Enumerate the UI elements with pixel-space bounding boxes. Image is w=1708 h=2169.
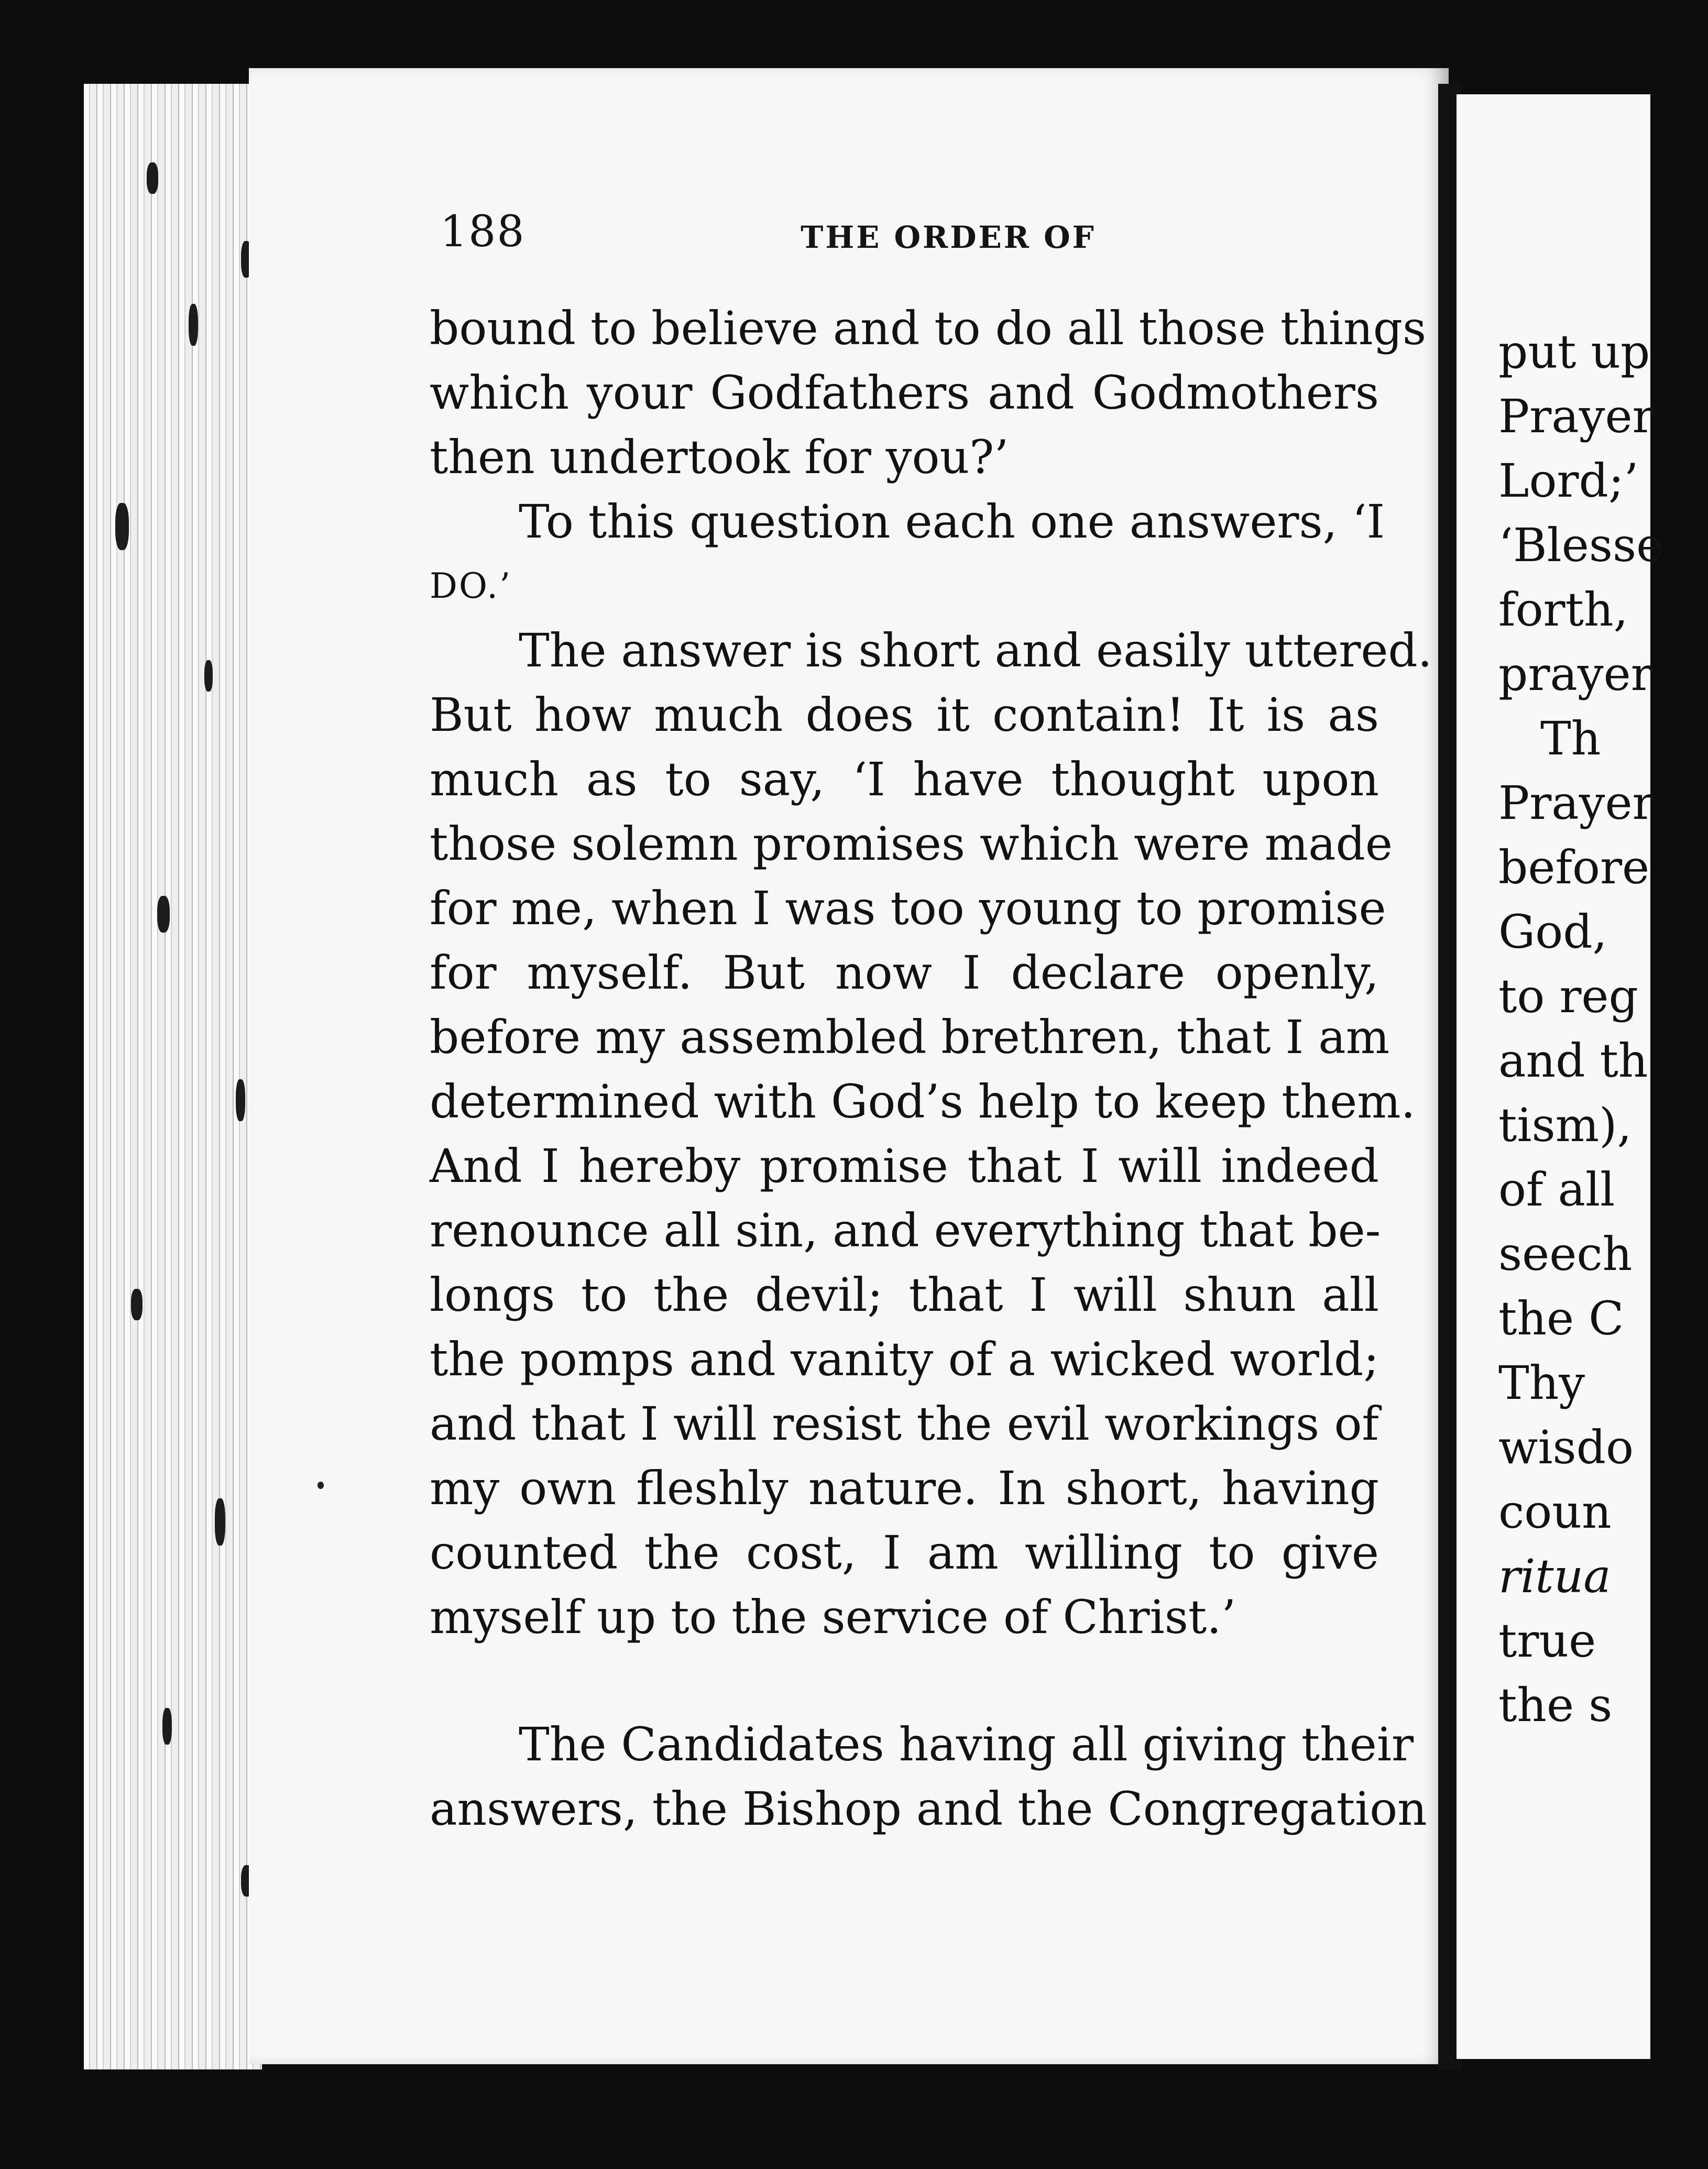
facing-line: of all: [1498, 1163, 1615, 1217]
foxing-spot: [204, 660, 213, 692]
text-line: my own fleshly nature. In short, having: [430, 1461, 1379, 1515]
text-line: longs to the devil; that I will shun all: [430, 1268, 1379, 1322]
text-line: To this question each one answers, ‘I: [519, 495, 1385, 549]
text-line: then undertook for you?’: [430, 430, 1009, 484]
text-line: which your Godfathers and Godmothers: [430, 366, 1379, 420]
body-text: [430, 296, 1432, 1841]
facing-line: the C: [1498, 1291, 1624, 1345]
facing-line: ‘Blesse: [1498, 518, 1664, 572]
text-line: counted the cost, I am willing to give: [430, 1526, 1379, 1580]
text-line: those solemn promises which were made: [430, 817, 1393, 871]
facing-line: Prayer: [1498, 389, 1655, 443]
facing-line: the s: [1498, 1678, 1613, 1732]
text-line: much as to say, ‘I have thought upon: [430, 752, 1379, 806]
facing-line: and th: [1498, 1034, 1648, 1088]
facing-line: put up: [1498, 325, 1650, 379]
foxing-spot: [131, 1289, 143, 1320]
facing-line: Lord;’: [1498, 454, 1639, 508]
page-edges: [84, 84, 262, 2069]
facing-line: prayer: [1498, 647, 1653, 701]
text-line: and that I will resist the evil workings of: [430, 1397, 1379, 1451]
facing-line: forth,: [1498, 583, 1628, 637]
foxing-spot: [147, 162, 158, 194]
running-head: [440, 207, 1378, 270]
text-line: determined with God’s help to keep them.: [430, 1075, 1416, 1129]
facing-line: Prayer: [1498, 776, 1655, 830]
facing-line: Thy: [1498, 1356, 1585, 1410]
foxing-spot: [162, 1708, 172, 1745]
text-line: before my assembled brethren, that I am: [430, 1010, 1390, 1064]
facing-line: God,: [1498, 905, 1607, 959]
text-line: the pomps and vanity of a wicked world;: [430, 1332, 1379, 1386]
foxing-spot: [236, 1079, 245, 1121]
foxing-spot: [157, 896, 170, 933]
facing-line: to reg: [1498, 969, 1638, 1023]
facing-line: seech: [1498, 1227, 1633, 1281]
text-line: The Candidates having all giving their: [519, 1717, 1414, 1771]
running-title: THE ORDER OF: [801, 220, 1096, 255]
facing-line: Th: [1540, 711, 1601, 765]
facing-page-text: [1498, 320, 1708, 1737]
ink-speck: [317, 1482, 324, 1489]
facing-line: true: [1498, 1614, 1596, 1668]
text-line: bound to believe and to do all those things: [430, 301, 1427, 355]
foxing-spot: [215, 1498, 225, 1546]
foxing-spot: [189, 304, 198, 346]
text-line: renounce all sin, and everything that be-: [430, 1203, 1381, 1257]
page-number: 188: [440, 207, 525, 257]
text-line: And I hereby promise that I will indeed: [430, 1139, 1379, 1193]
facing-line: before: [1498, 840, 1650, 894]
facing-line: wisdo: [1498, 1420, 1634, 1474]
foxing-spot: [115, 503, 129, 550]
facing-line: ritua: [1498, 1549, 1611, 1603]
text-line: DO.’: [430, 566, 512, 606]
facing-line: tism),: [1498, 1098, 1632, 1152]
text-line: But how much does it contain! It is as: [430, 688, 1379, 742]
text-line: answers, the Bishop and the Congregation: [430, 1782, 1427, 1836]
text-line: for myself. But now I declare openly,: [430, 946, 1379, 1000]
text-line: The answer is short and easily uttered.: [519, 623, 1432, 677]
text-line: myself up to the service of Christ.’: [430, 1590, 1236, 1644]
facing-line: coun: [1498, 1485, 1612, 1539]
text-line: for me, when I was too young to promise: [430, 881, 1386, 935]
